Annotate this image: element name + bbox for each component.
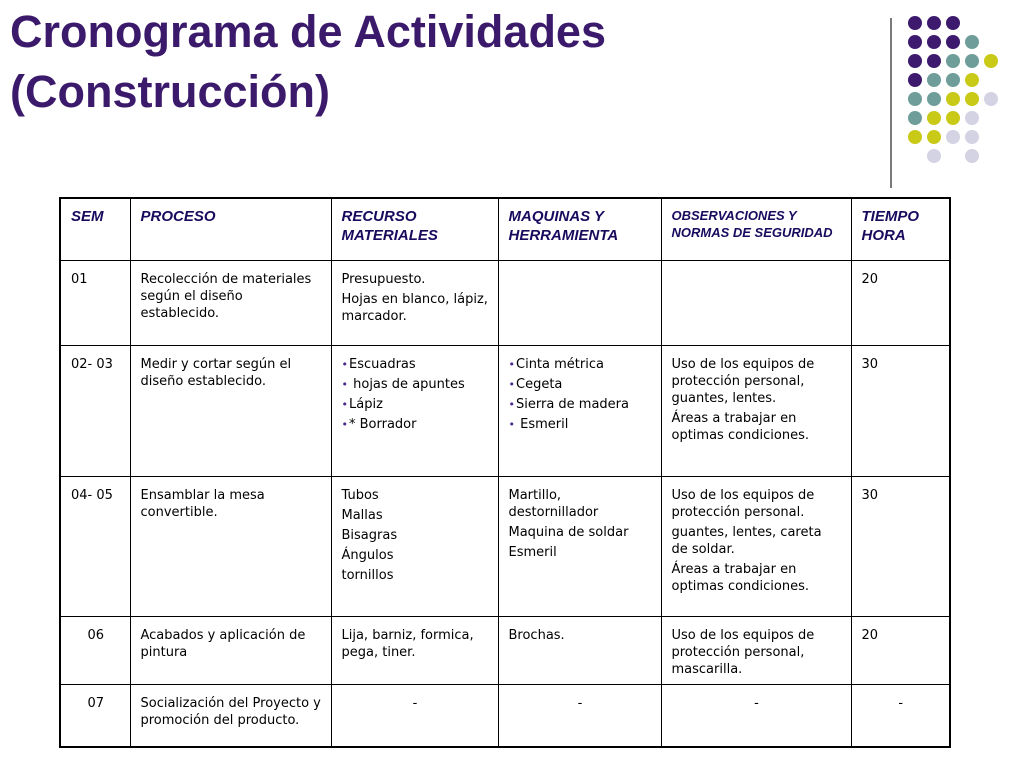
decorative-dot xyxy=(927,73,941,87)
decorative-dot xyxy=(946,54,960,68)
header-tiempo: TIEMPO HORA xyxy=(851,198,950,260)
cell-proceso: Medir y cortar según el diseño establecido. xyxy=(130,345,331,476)
maquina-item: • Cinta métrica xyxy=(509,356,652,373)
cell-maquinas: - xyxy=(498,684,661,747)
recurso-item: • Escuadras xyxy=(342,356,489,373)
recurso-item: Bisagras xyxy=(341,527,398,543)
cell-observaciones xyxy=(661,476,851,616)
maquina-item: • Cegeta xyxy=(509,376,652,393)
cell-maquinas xyxy=(498,476,661,616)
title-line-1: Cronograma de Actividades xyxy=(10,6,606,57)
recurso-item: • * Borrador xyxy=(342,416,489,433)
page-title xyxy=(10,2,870,122)
cell-maquinas: Brochas. xyxy=(498,616,661,684)
decorative-dot xyxy=(946,16,960,30)
table-row xyxy=(60,684,950,747)
cell-sem: 01 xyxy=(60,260,130,345)
cell-recursos xyxy=(331,345,498,476)
cell-sem: 04- 05 xyxy=(60,476,130,616)
decorative-dot xyxy=(946,92,960,106)
observacion-item: Áreas a trabajar en optimas condiciones. xyxy=(671,410,810,443)
cell-maquinas xyxy=(498,345,661,476)
recurso-item: • hojas de apuntes xyxy=(342,376,489,393)
decorative-dot xyxy=(946,130,960,144)
recurso-item: Hojas en blanco, lápiz, marcador. xyxy=(341,291,488,324)
table-row xyxy=(60,616,950,684)
maquina-item: Esmeril xyxy=(508,544,557,560)
cell-proceso: Socialización del Proyecto y promoción del producto. xyxy=(130,684,331,747)
cell-proceso: Recolección de materiales según el diseño establecido. xyxy=(130,260,331,345)
table-row xyxy=(60,476,950,616)
cell-recursos xyxy=(331,260,498,345)
cell-observaciones: Uso de los equipos de protección personal, mascarilla. xyxy=(661,616,851,684)
recurso-item: • Lápiz xyxy=(342,396,489,413)
cell-proceso: Ensamblar la mesa convertible. xyxy=(130,476,331,616)
cell-recursos: - xyxy=(331,684,498,747)
decorative-dot xyxy=(946,111,960,125)
cell-observaciones: - xyxy=(661,684,851,747)
recurso-item: Presupuesto. xyxy=(341,271,426,287)
decorative-dot xyxy=(984,92,998,106)
decorative-dot xyxy=(908,54,922,68)
decorative-divider xyxy=(890,18,892,188)
cell-tiempo: 30 xyxy=(851,345,950,476)
decorative-dot xyxy=(965,130,979,144)
cell-recursos: Lija, barniz, formica, pega, tiner. xyxy=(331,616,498,684)
cell-sem: 02- 03 xyxy=(60,345,130,476)
decorative-dot xyxy=(965,149,979,163)
decorative-dot-grid xyxy=(908,16,1008,166)
decorative-dot xyxy=(984,54,998,68)
decorative-dot xyxy=(908,73,922,87)
recurso-item: Tubos xyxy=(341,487,379,503)
cell-proceso: Acabados y aplicación de pintura xyxy=(130,616,331,684)
decorative-dot xyxy=(927,16,941,30)
observacion-item: guantes, lentes, careta de soldar. xyxy=(671,524,822,557)
decorative-dot xyxy=(927,149,941,163)
observacion-item: Uso de los equipos de protección personal. xyxy=(671,487,815,520)
cell-recursos xyxy=(331,476,498,616)
recurso-item: Mallas xyxy=(341,507,383,523)
decorative-dot xyxy=(908,16,922,30)
decorative-dot xyxy=(965,92,979,106)
decorative-dot xyxy=(946,35,960,49)
table-header-row xyxy=(60,198,950,260)
header-proceso: PROCESO xyxy=(130,198,331,260)
recurso-item: tornillos xyxy=(341,567,394,583)
decorative-dot xyxy=(927,92,941,106)
decorative-dot xyxy=(908,92,922,106)
maquina-item: Martillo, destornillador xyxy=(508,487,599,520)
cell-maquinas xyxy=(498,260,661,345)
maquina-item: Maquina de soldar xyxy=(508,524,629,540)
decorative-dot xyxy=(908,130,922,144)
decorative-dot xyxy=(927,130,941,144)
decorative-dot xyxy=(908,35,922,49)
header-observaciones: OBSERVACIONES Y NORMAS DE SEGURIDAD xyxy=(661,198,851,260)
observacion-item: Uso de los equipos de protección personal, guantes, lentes. xyxy=(671,356,815,406)
table-row xyxy=(60,345,950,476)
maquina-item: • Sierra de madera xyxy=(509,396,652,413)
decorative-dot xyxy=(965,111,979,125)
table-row xyxy=(60,260,950,345)
decorative-dot xyxy=(927,35,941,49)
cell-observaciones xyxy=(661,345,851,476)
maquina-item: • Esmeril xyxy=(509,416,652,433)
title-line-2: (Construcción) xyxy=(10,66,330,117)
decorative-dot xyxy=(965,54,979,68)
schedule-table xyxy=(59,197,951,748)
cell-tiempo: 30 xyxy=(851,476,950,616)
recurso-item: Ángulos xyxy=(341,547,394,563)
header-recursos: RECURSO MATERIALES xyxy=(331,198,498,260)
cell-tiempo: 20 xyxy=(851,260,950,345)
decorative-dot xyxy=(965,73,979,87)
header-sem: SEM xyxy=(60,198,130,260)
decorative-dot xyxy=(927,111,941,125)
decorative-dot xyxy=(946,73,960,87)
cell-observaciones xyxy=(661,260,851,345)
cell-sem: 07 xyxy=(60,684,130,747)
decorative-dot xyxy=(965,35,979,49)
observacion-item: Áreas a trabajar en optimas condiciones. xyxy=(671,561,810,594)
header-maquinas: MAQUINAS Y HERRAMIENTA xyxy=(498,198,661,260)
cell-tiempo: - xyxy=(851,684,950,747)
cell-tiempo: 20 xyxy=(851,616,950,684)
decorative-dot xyxy=(927,54,941,68)
cell-sem: 06 xyxy=(60,616,130,684)
decorative-dot xyxy=(908,111,922,125)
